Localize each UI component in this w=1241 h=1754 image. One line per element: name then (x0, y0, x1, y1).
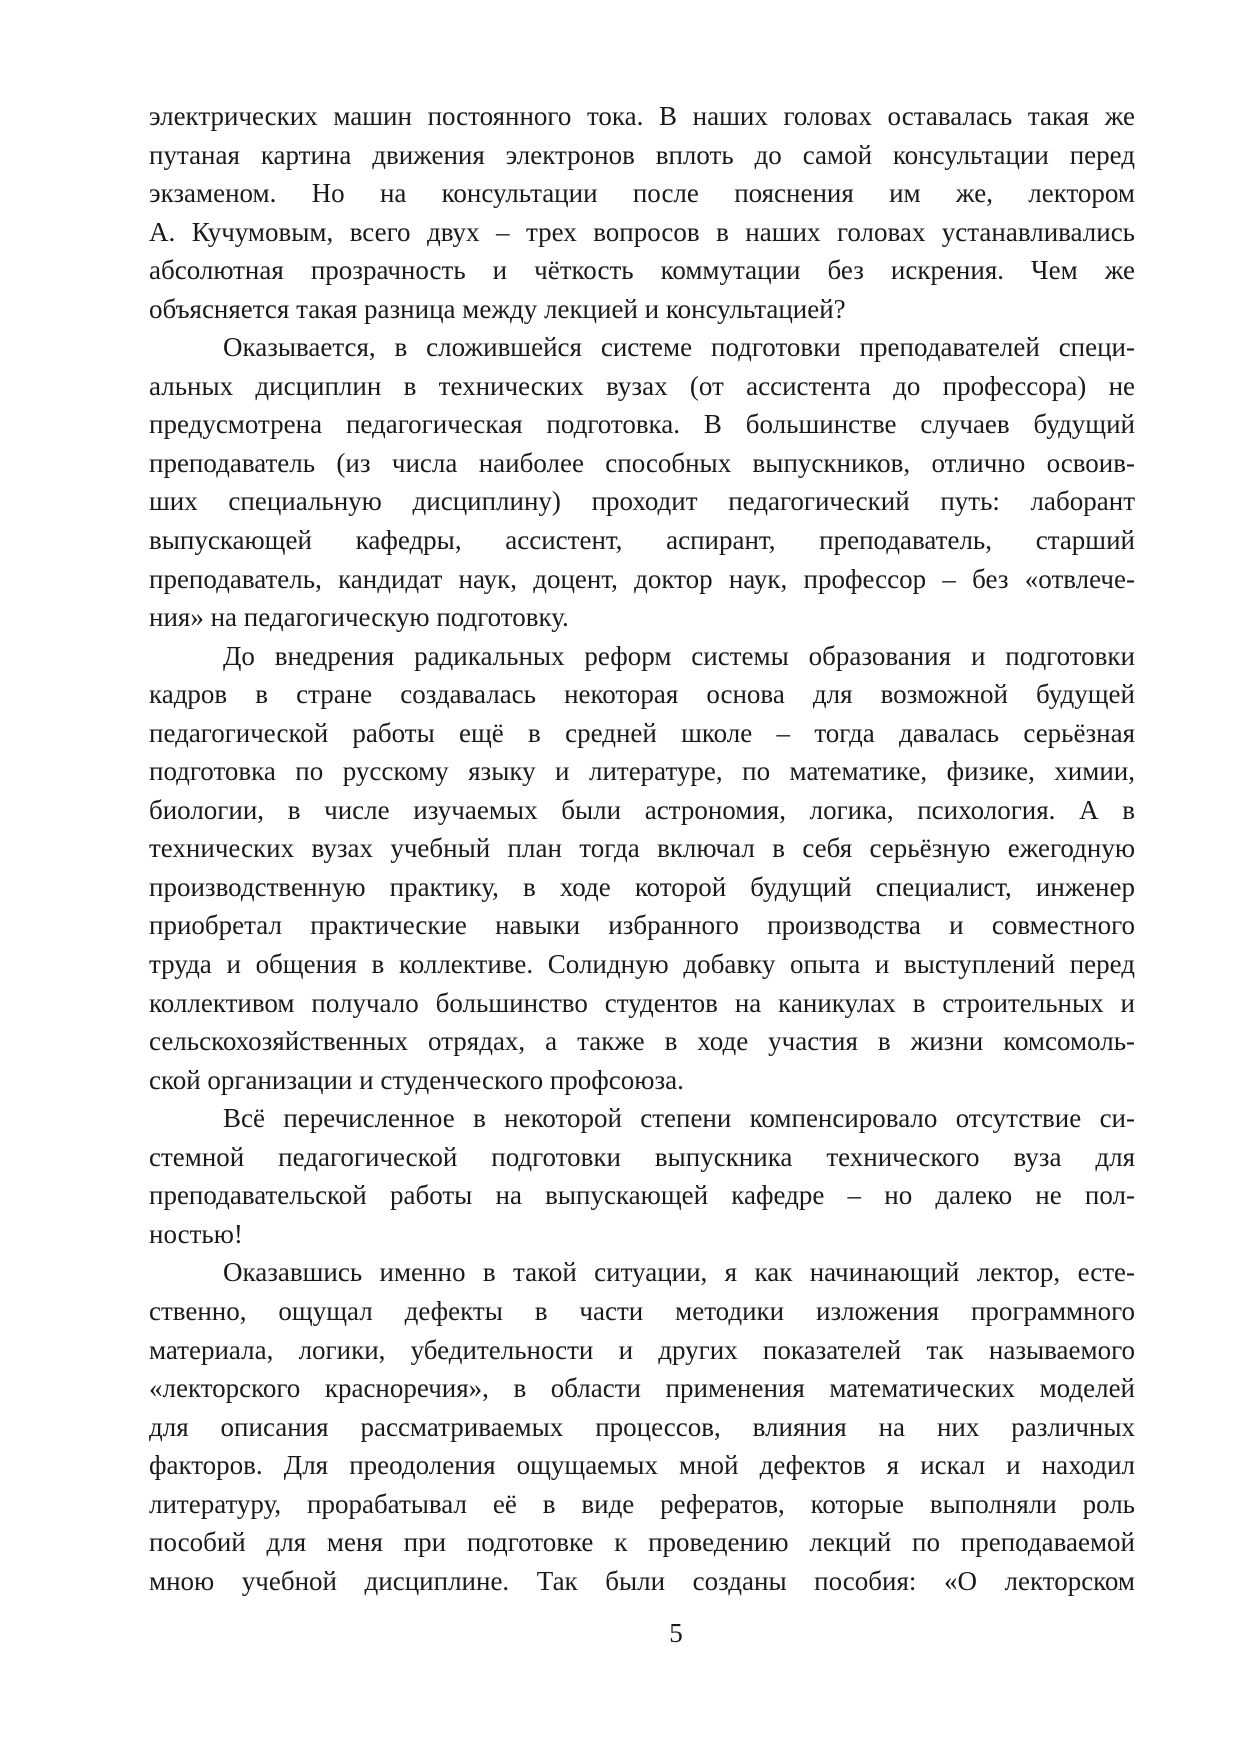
text-line: сельскохозяйственных отрядах, а также в ходе участия в жизни комсомоль- (149, 1026, 1135, 1057)
text-line: путаная картина движения электронов вплоть до самой консультации перед (149, 139, 1135, 170)
paragraph (149, 637, 1135, 1100)
text-line: ской организации и студенческого профсоюза. (149, 1064, 684, 1095)
text-line: ших специальную дисциплину) проходит педагогический путь: лаборант (149, 486, 1135, 517)
text-line: преподаватель (из числа наиболее способных выпускников, отлично освоив- (149, 447, 1135, 478)
text-line: технических вузах учебный план тогда включал в себя серьёзную ежегодную (149, 833, 1135, 864)
text-line: преподавательской работы на выпускающей кафедре – но далеко не пол- (149, 1180, 1135, 1211)
text-line: литературу, прорабатывал её в виде рефератов, которые выполняли роль (149, 1488, 1135, 1519)
text-line: Оказавшись именно в такой ситуации, я как начинающий лектор, есте- (223, 1257, 1135, 1288)
text-line: До внедрения радикальных реформ системы образования и подготовки (223, 640, 1135, 671)
text-line: коллективом получало большинство студентов на каникулах в строительных и (149, 987, 1135, 1018)
text-line: преподаватель, кандидат наук, доцент, доктор наук, профессор – без «отвлече- (149, 563, 1135, 594)
text-line: факторов. Для преодоления ощущаемых мной дефектов я искал и находил (149, 1450, 1135, 1481)
text-line: приобретал практические навыки избранного производства и совместного (149, 910, 1135, 941)
text-line: биологии, в числе изучаемых были астрономия, логика, психология. А в (149, 794, 1135, 825)
text-line: «лекторского красноречия», в области применения математических моделей (149, 1373, 1135, 1404)
text-line: кадров в стране создавалась некоторая основа для возможной будущей (149, 679, 1135, 710)
text-line: ностью! (149, 1218, 243, 1249)
text-line: пособий для меня при подготовке к проведению лекций по преподаваемой (149, 1527, 1135, 1558)
text-line: Всё перечисленное в некоторой степени компенсировало отсутствие си- (223, 1103, 1135, 1134)
page-body (149, 97, 1135, 1600)
text-line: А. Кучумовым, всего двух – трех вопросов в наших головах устанавливались (149, 216, 1135, 247)
text-line: Оказывается, в сложившейся системе подготовки преподавателей специ- (223, 332, 1135, 363)
page-number: 5 (669, 1618, 683, 1648)
text-line: объясняется такая разница между лекцией и консультацией? (149, 293, 846, 324)
paragraph (149, 97, 1135, 328)
text-line: для описания рассматриваемых процессов, влияния на них различных (149, 1411, 1135, 1442)
text-line: альных дисциплин в технических вузах (от ассистента до профессора) не (149, 370, 1135, 401)
paragraph (149, 1253, 1135, 1600)
text-line: ния» на педагогическую подготовку. (149, 602, 569, 633)
paragraph (149, 328, 1135, 636)
text-line: труда и общения в коллективе. Солидную добавку опыта и выступлений перед (149, 949, 1135, 980)
text-line: предусмотрена педагогическая подготовка. В большинстве случаев будущий (149, 409, 1135, 440)
text-line: выпускающей кафедры, ассистент, аспирант, преподаватель, старший (149, 525, 1135, 556)
text-line: экзаменом. Но на консультации после пояснения им же, лектором (149, 178, 1135, 209)
text-line: педагогической работы ещё в средней школе – тогда давалась серьёзная (149, 717, 1135, 748)
text-line: стемной педагогической подготовки выпускника технического вуза для (149, 1141, 1135, 1172)
text-line: материала, логики, убедительности и других показателей так называемого (149, 1334, 1135, 1365)
text-line: электрических машин постоянного тока. В наших головах оставалась такая же (149, 101, 1135, 131)
text-line: абсолютная прозрачность и чёткость коммутации без искрения. Чем же (149, 255, 1135, 286)
text-line: мною учебной дисциплине. Так были созданы пособия: «О лекторском (149, 1565, 1135, 1596)
paragraph (149, 1099, 1135, 1253)
text-line: ственно, ощущал дефекты в части методики изложения программного (149, 1295, 1135, 1326)
text-line: подготовка по русскому языку и литературе, по математике, физике, химии, (149, 756, 1135, 787)
text-line: производственную практику, в ходе которой будущий специалист, инженер (149, 871, 1135, 902)
